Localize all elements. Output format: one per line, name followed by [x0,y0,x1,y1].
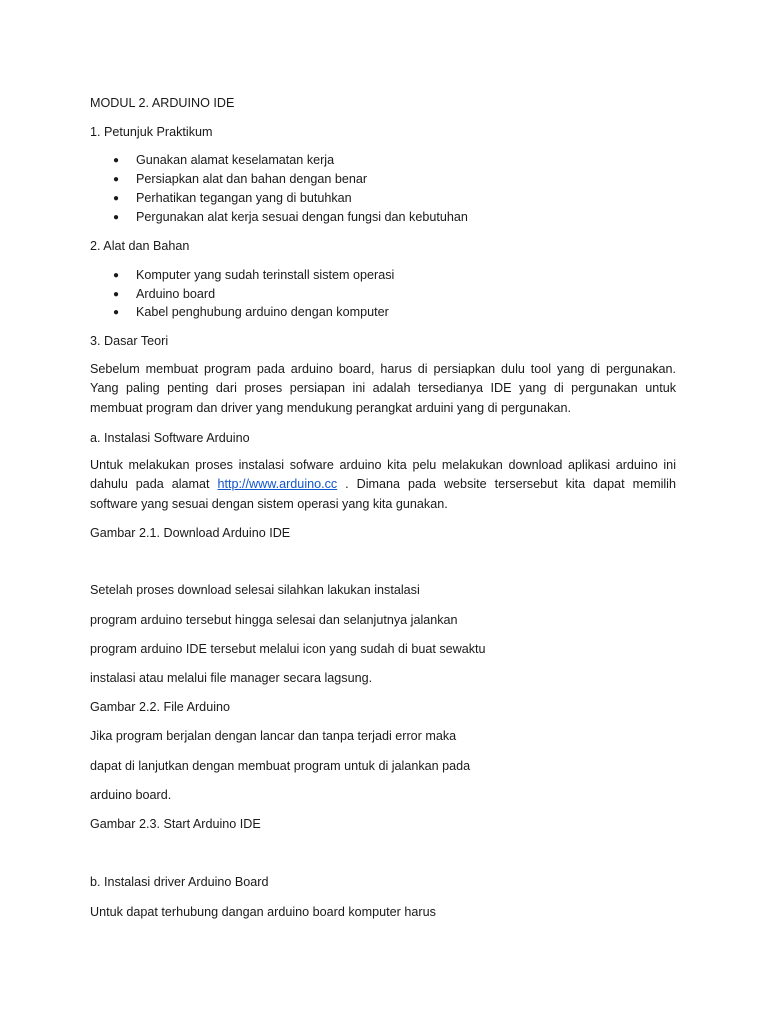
section-2-heading: 2. Alat dan Bahan [90,239,190,253]
theory-paragraph: Sebelum membuat program pada arduino board, harus di persiapkan dulu tool yang di pergunakan. Yang paling penting dari proses persiapan ini adalah tersedianya IDE yang di pergunakan untuk membuat program dan driver yang mendukung perangkat arduini yang di pergunakan. [90,362,676,415]
text-line: dapat di lanjutkan dengan membuat program untuk di jalankan pada [90,759,471,773]
subsection-b-heading: b. Instalasi driver Arduino Board [90,875,269,889]
text-line: arduino board. [90,788,172,802]
text-line: Setelah proses download selesai silahkan lakukan instalasi [90,583,420,597]
list-item: Komputer yang sudah terinstall sistem operasi [136,268,395,282]
list-item: Pergunakan alat kerja sesuai dengan fungsi dan kebutuhan [136,210,468,224]
bullet-icon: ● [113,193,120,204]
bullet-icon: ● [113,155,120,166]
list-item: Gunakan alamat keselamatan kerja [136,153,335,167]
text-line: program arduino IDE tersebut melalui icon yang sudah di buat sewaktu [90,642,486,656]
install-paragraph-text: Untuk melakukan proses instalasi sofware arduino kita pelu melakukan download aplikasi arduino ini dahulu pada alamat [90,458,676,492]
list-item: Persiapkan alat dan bahan dengan benar [136,172,368,186]
list-item: Kabel penghubung arduino dengan komputer [136,305,389,319]
install-paragraph-text-end: . Dimana pada website tersersebut kita dapat memilih software yang sesuai dengan sistem operasi yang kita gunakan. [90,477,676,511]
bullet-icon: ● [113,270,120,281]
section-3-heading: 3. Dasar Teori [90,334,169,348]
arduino-website-link[interactable]: http://www.arduino.cc [217,477,338,492]
document-title: MODUL 2. ARDUINO IDE [90,96,235,110]
figure-caption-2-2: Gambar 2.2. File Arduino [90,700,231,714]
bullet-icon: ● [113,174,120,185]
section-1-heading: 1. Petunjuk Praktikum [90,125,213,139]
bullet-icon: ● [113,212,120,223]
subsection-a-heading: a. Instalasi Software Arduino [90,431,250,445]
bullet-icon: ● [113,289,120,300]
bullet-icon: ● [113,307,120,318]
text-line: program arduino tersebut hingga selesai dan selanjutnya jalankan [90,613,458,627]
list-item: Perhatikan tegangan yang di butuhkan [136,191,352,205]
figure-caption-2-3: Gambar 2.3. Start Arduino IDE [90,817,261,831]
text-line: Untuk dapat terhubung dangan arduino board komputer harus [90,905,436,919]
text-line: instalasi atau melalui file manager secara lagsung. [90,671,373,685]
text-line: Jika program berjalan dengan lancar dan tanpa terjadi error maka [90,729,457,743]
install-paragraph [90,456,676,514]
figure-caption-2-1: Gambar 2.1. Download Arduino IDE [90,526,291,540]
list-item: Arduino board [136,287,216,301]
